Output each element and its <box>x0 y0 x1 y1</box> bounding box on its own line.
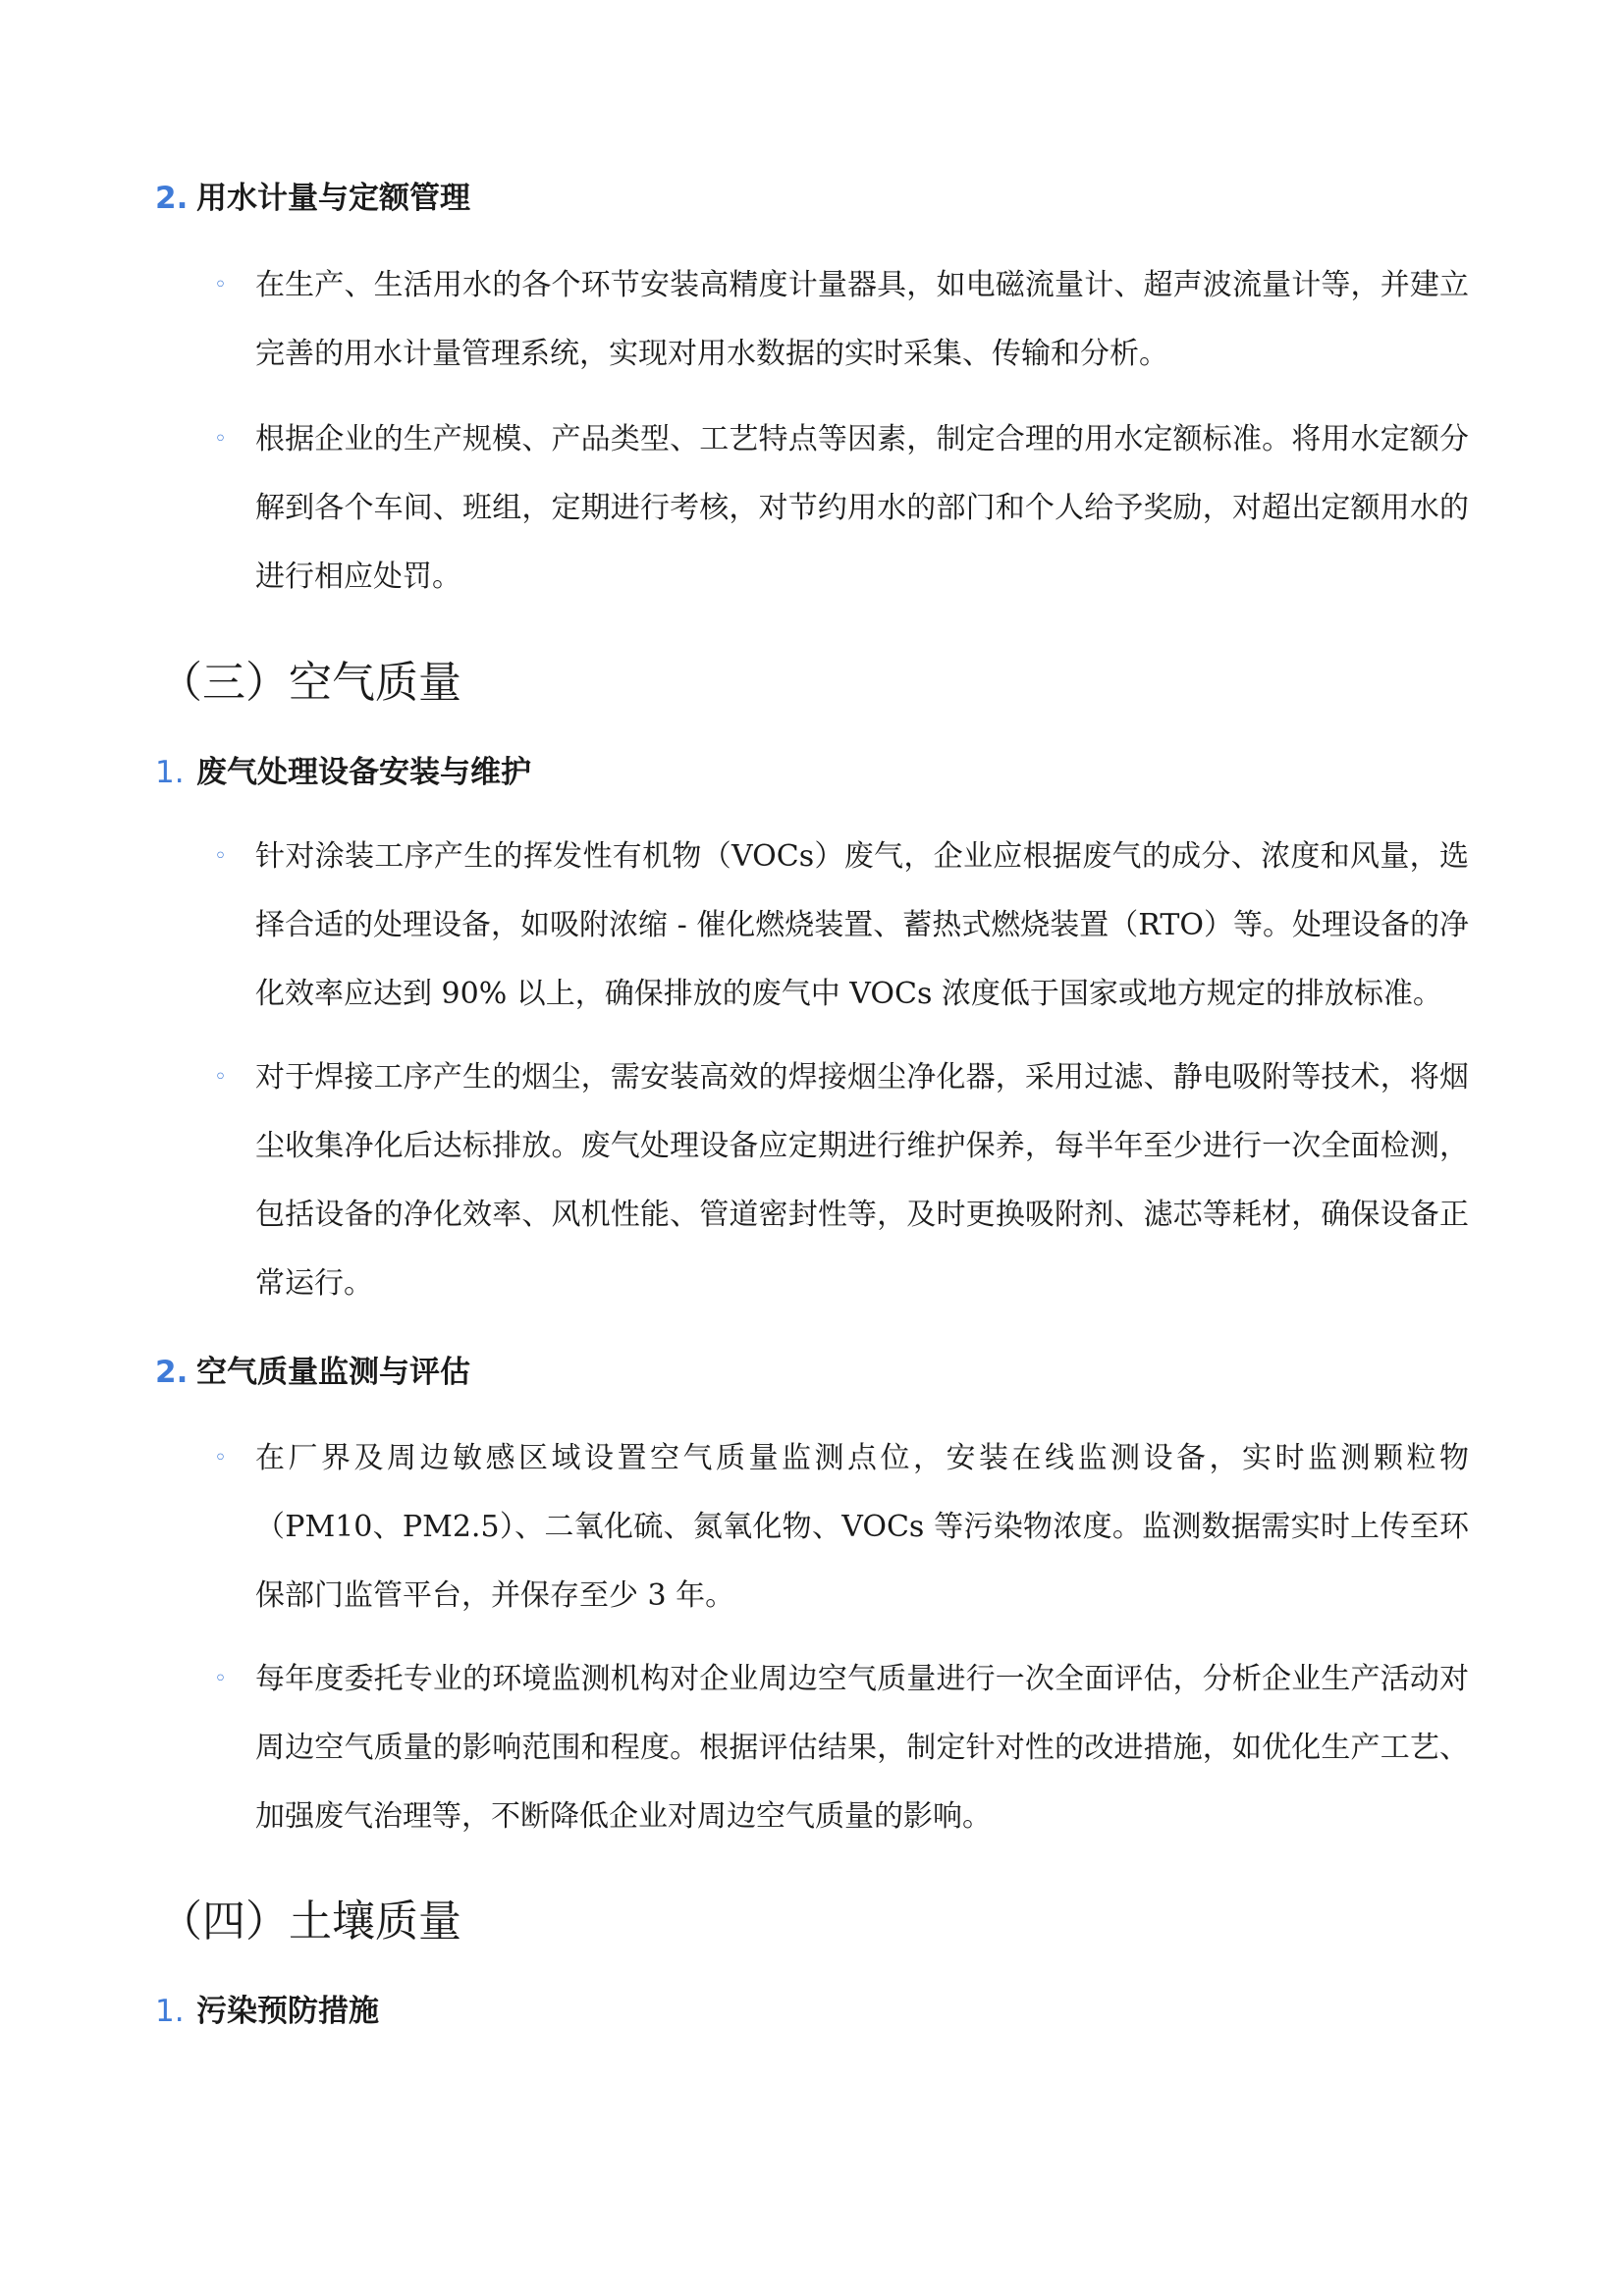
subheading-title: 空气质量监测与评估 <box>196 1355 470 1390</box>
subheading-title: 用水计量与定额管理 <box>196 181 470 216</box>
bullet-icon: ◦ <box>214 1065 227 1090</box>
list-number: 1. <box>155 1994 185 2029</box>
subheading-water-metering <box>155 169 470 228</box>
subheading-pollution-prevention <box>155 1982 379 2041</box>
list-number: 1. <box>155 755 185 790</box>
section-heading-soil: （四）土壤质量 <box>159 1896 461 1947</box>
subheading-exhaust <box>155 743 531 802</box>
paragraph-air-1: 在厂界及周边敏感区域设置空气质量监测点位，安装在线监测设备，实时监测颗粒物（PM10、PM2.5）、二氧化硫、氮氧化物、VOCs 等污染物浓度。监测数据需实时上传至环保部门监管平台，并保存至少 3 年。 <box>255 1441 1469 1613</box>
paragraph-air-2: 每年度委托专业的环境监测机构对企业周边空气质量进行一次全面评估，分析企业生产活动对周边空气质量的影响范围和程度。根据评估结果，制定针对性的改进措施，如优化生产工艺、加强废气治理等，不断降低企业对周边空气质量的影响。 <box>255 1662 1469 1834</box>
subheading-title: 污染预防措施 <box>196 1994 379 2029</box>
bullet-icon: ◦ <box>214 1446 227 1470</box>
list-number: 2. <box>155 181 189 216</box>
paragraph-water-1: 在生产、生活用水的各个环节安装高精度计量器具，如电磁流量计、超声波流量计等，并建立完善的用水计量管理系统，实现对用水数据的实时采集、传输和分析。 <box>255 268 1469 371</box>
subheading-air-monitoring <box>155 1343 470 1402</box>
paragraph-exhaust-1: 针对涂装工序产生的挥发性有机物（VOCs）废气，企业应根据废气的成分、浓度和风量，选择合适的处理设备，如吸附浓缩 - 催化燃烧装置、蓄热式燃烧装置（RTO）等。处理设备的净化效率应达到 90% 以上，确保排放的废气中 VOCs 浓度低于国家或地方规定的排放标准。 <box>255 839 1469 1011</box>
bullet-icon: ◦ <box>214 1667 227 1691</box>
subheading-title: 废气处理设备安装与维护 <box>196 755 531 790</box>
list-number: 2. <box>155 1355 189 1390</box>
paragraph-exhaust-2: 对于焊接工序产生的烟尘，需安装高效的焊接烟尘净化器，采用过滤、静电吸附等技术，将烟尘收集净化后达标排放。废气处理设备应定期进行维护保养，每半年至少进行一次全面检测，包括设备的净化效率、风机性能、管道密封性等，及时更换吸附剂、滤芯等耗材，确保设备正常运行。 <box>255 1060 1469 1301</box>
bullet-icon: ◦ <box>214 273 227 297</box>
bullet-icon: ◦ <box>214 427 227 452</box>
section-heading-air: （三）空气质量 <box>159 658 461 708</box>
paragraph-water-2: 根据企业的生产规模、产品类型、工艺特点等因素，制定合理的用水定额标准。将用水定额分解到各个车间、班组，定期进行考核，对节约用水的部门和个人给予奖励，对超出定额用水的进行相应处罚。 <box>255 422 1469 594</box>
bullet-icon: ◦ <box>214 844 227 869</box>
